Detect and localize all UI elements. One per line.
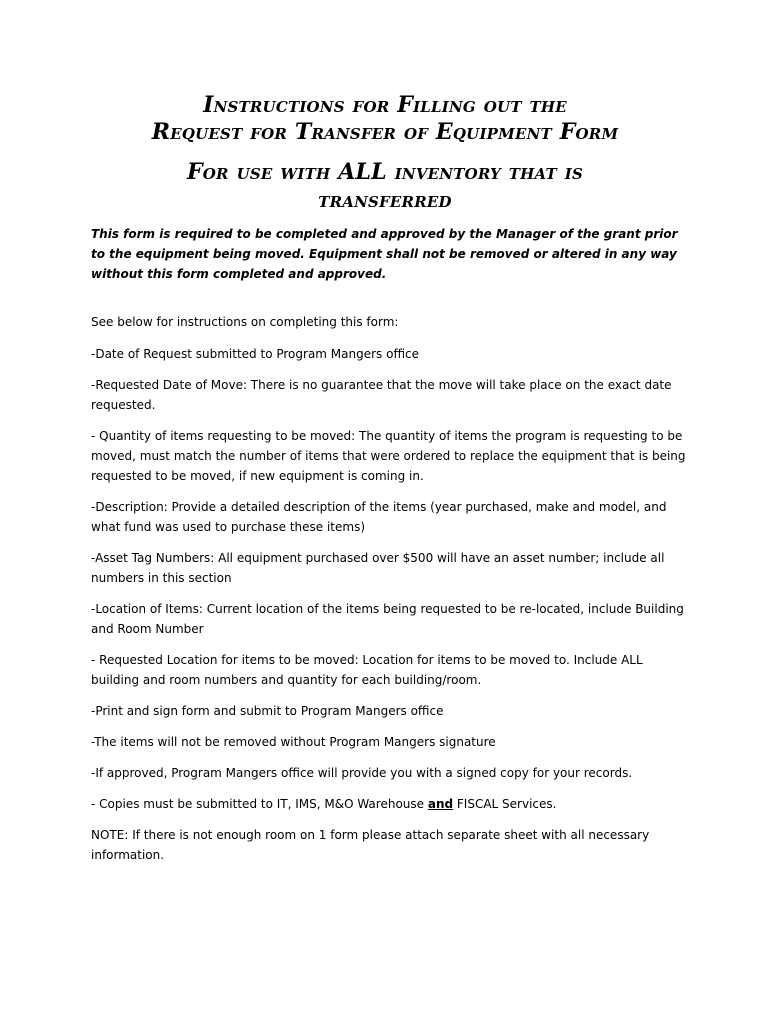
- note-paragraph: NOTE: If there is not enough room on 1 form please attach separate sheet with all necessary information.: [91, 828, 650, 862]
- instruction-item: -Asset Tag Numbers: All equipment purchased over $500 will have an asset number; include all numbers in this section: [91, 551, 665, 585]
- document-title: [90, 92, 680, 146]
- instruction-item: -If approved, Program Mangers office will provide you with a signed copy for your records.: [91, 766, 633, 780]
- document-subtitle: [90, 158, 680, 214]
- instruction-item: -The items will not be removed without Program Mangers signature: [91, 735, 496, 749]
- instruction-item: -Date of Request submitted to Program Mangers office: [91, 347, 420, 361]
- instruction-item: -Location of Items: Current location of the items being requested to be re-located, include Building and Room Number: [91, 602, 684, 636]
- instruction-item: - Requested Location for items to be moved: Location for items to be moved to. Include ALL building and room numbers and quantity for each building/room.: [91, 653, 643, 687]
- subtitle-line-1: For use with ALL inventory that is: [186, 159, 584, 185]
- instruction-item: - Quantity of items requesting to be moved: The quantity of items the program is requesting to be moved, must match the number of items that were ordered to replace the equipment that is being requested to be moved, if new equipment is coming in.: [91, 429, 686, 483]
- title-line-2: Request for Transfer of Equipment Form: [151, 119, 619, 145]
- instruction-item: -Description: Provide a detailed description of the items (year purchased, make and model, and what fund was used to purchase these items): [91, 500, 667, 534]
- subtitle-line-2: transferred: [318, 187, 452, 213]
- copies-text-before: - Copies must be submitted to IT, IMS, M&O Warehouse: [91, 797, 428, 811]
- intro-paragraph: This form is required to be completed and approved by the Manager of the grant prior to the equipment being moved. Equipment shall not be removed or altered in any way without this form completed and approved.: [91, 227, 678, 281]
- copies-emphasis: and: [427, 797, 454, 811]
- copies-instruction: [91, 794, 686, 814]
- instruction-item: -Requested Date of Move: There is no guarantee that the move will take place on the exact date requested.: [91, 378, 672, 412]
- instruction-item: -Print and sign form and submit to Program Mangers office: [91, 704, 444, 718]
- instructions-lead: See below for instructions on completing this form:: [91, 315, 399, 329]
- copies-text-after: FISCAL Services.: [453, 797, 557, 811]
- instructions-body: [91, 312, 686, 876]
- title-line-1: Instructions for Filling out the: [203, 92, 567, 118]
